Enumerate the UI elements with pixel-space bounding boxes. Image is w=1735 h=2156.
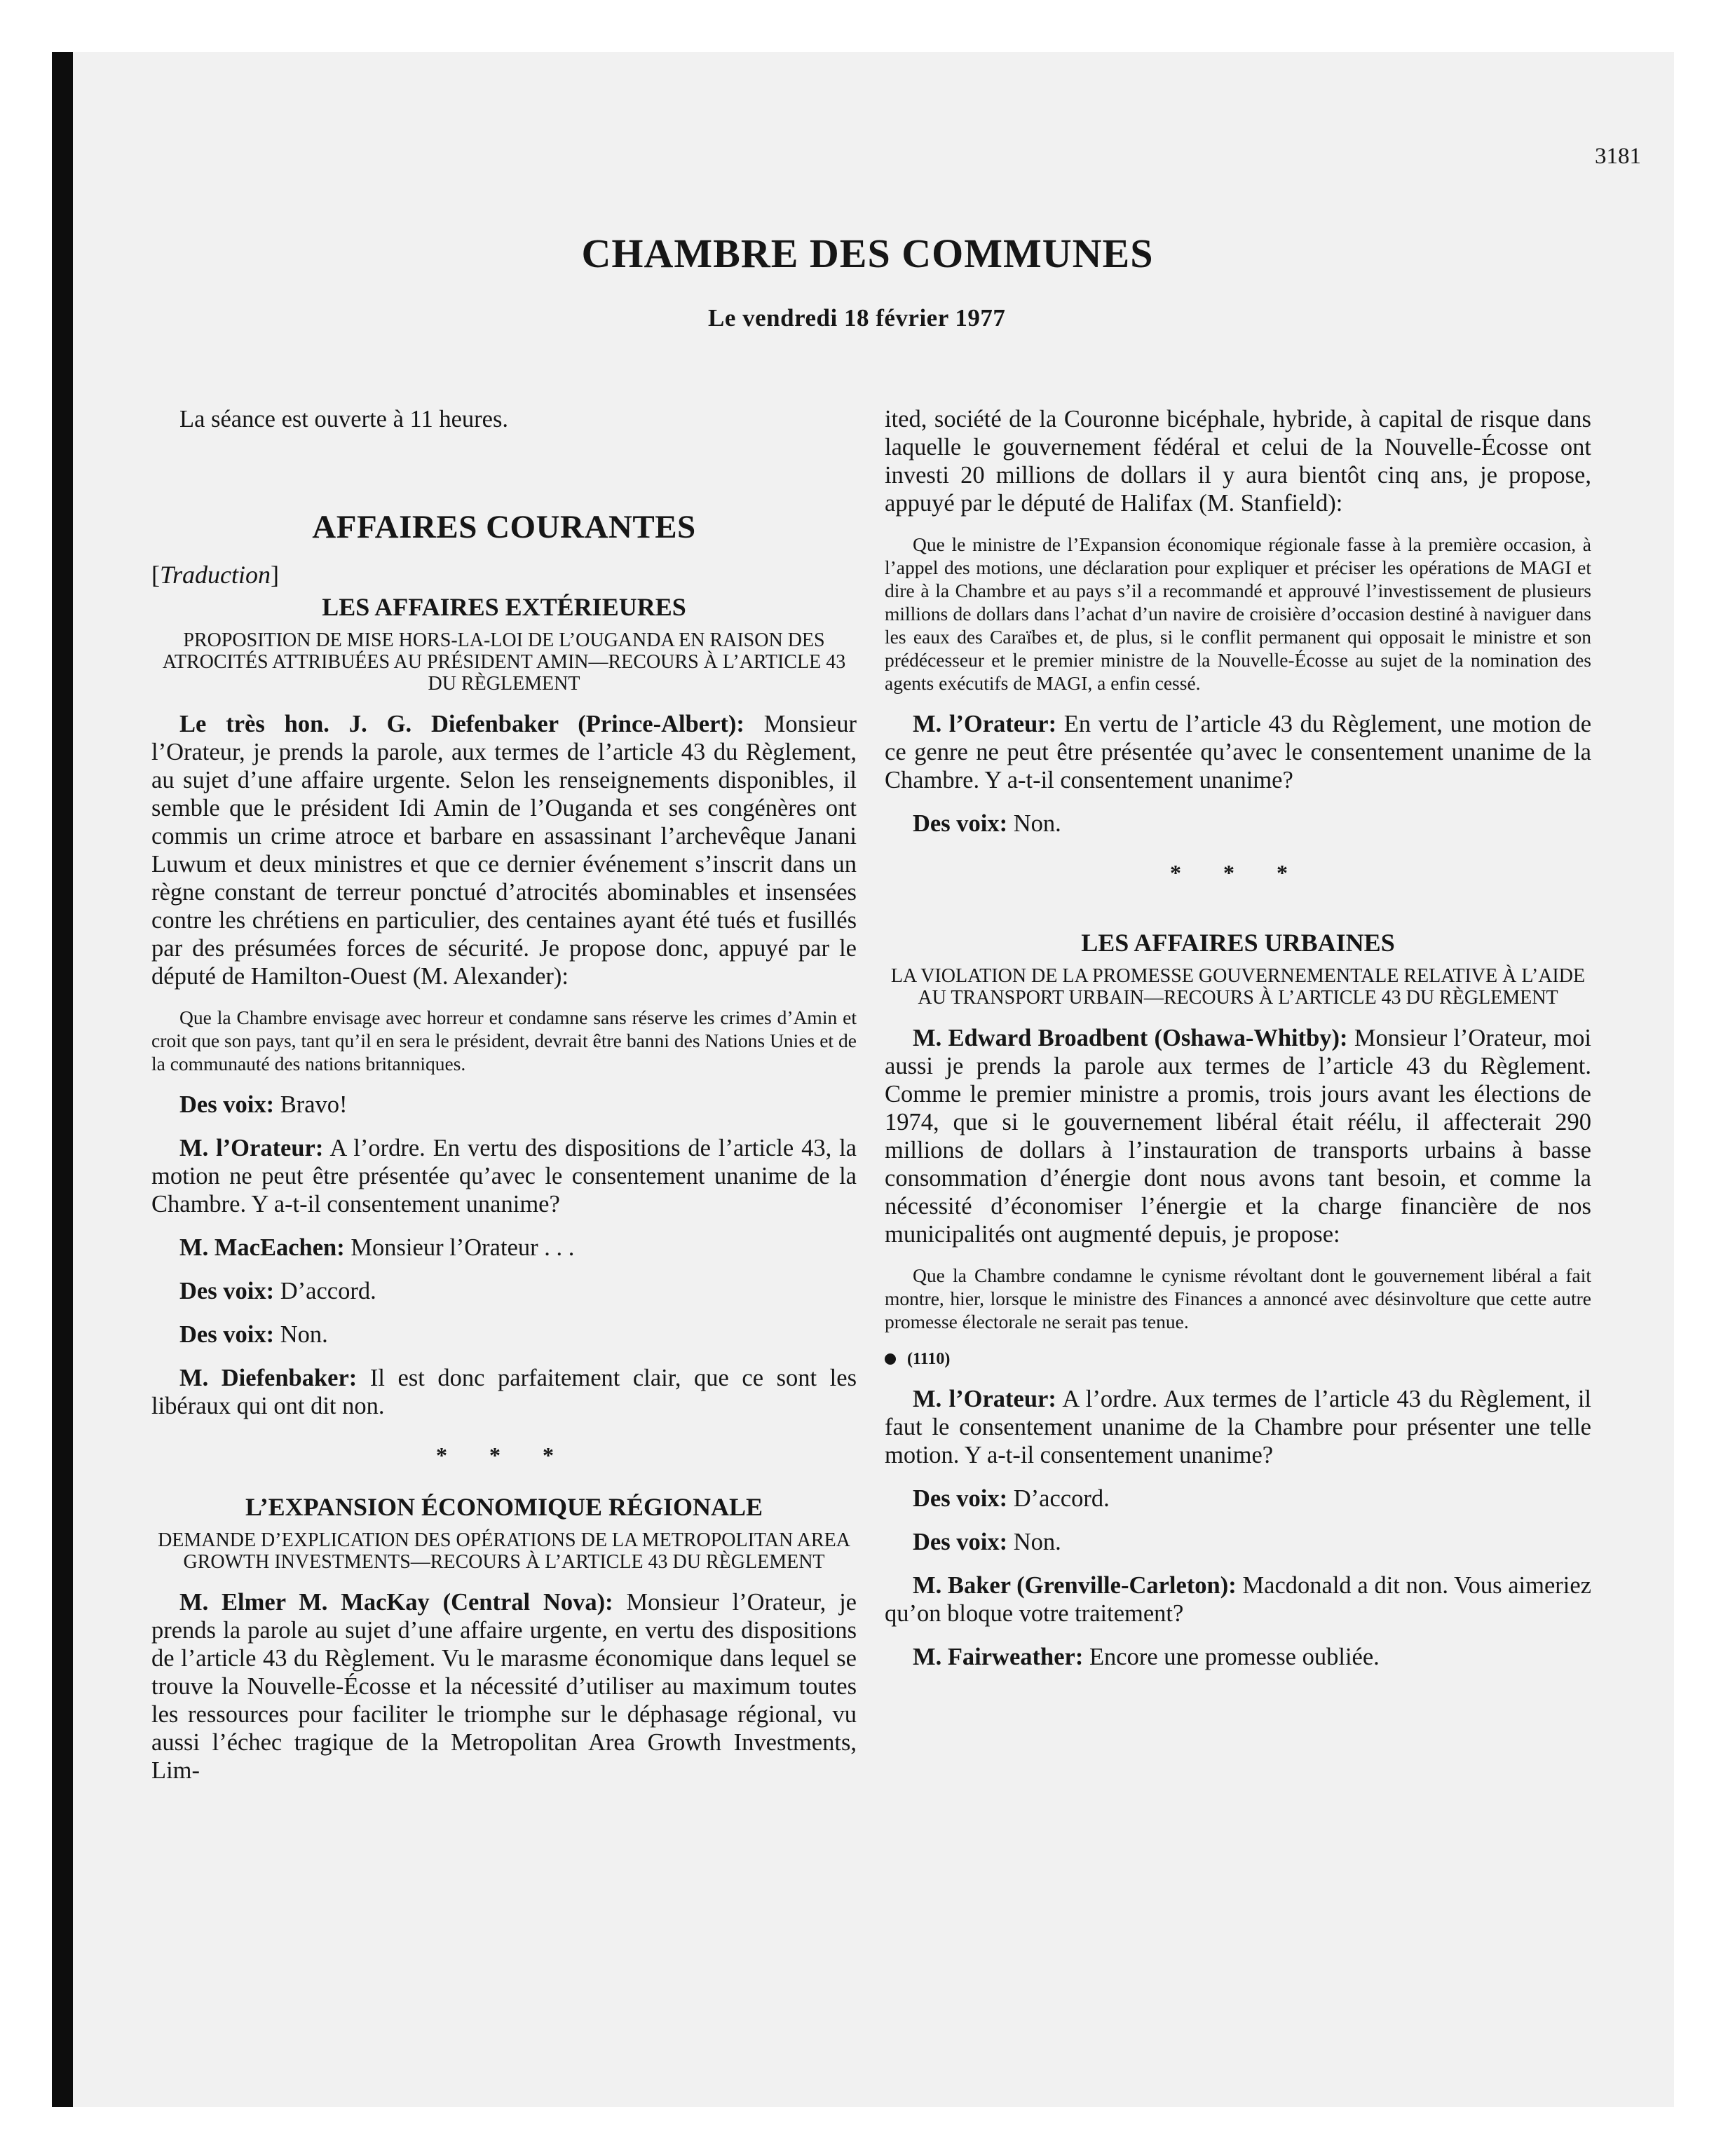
- speech-voices-non: [151, 1321, 857, 1349]
- speaker-name: M. Diefenbaker:: [179, 1365, 358, 1391]
- speaker-name: Des voix:: [913, 1529, 1008, 1555]
- speaker-name: M. Baker (Grenville-Carleton):: [913, 1572, 1237, 1599]
- speaker-name: Des voix:: [179, 1278, 275, 1304]
- right-column: [885, 405, 1591, 1671]
- speech-orateur-1: [151, 1134, 857, 1218]
- speaker-name: M. Edward Broadbent (Oshawa-Whitby):: [913, 1025, 1348, 1051]
- speech-orateur-3: [885, 1385, 1591, 1469]
- speech-text: Il est donc parfaitement clair, que ce sont les libéraux qui ont dit non.: [151, 1365, 857, 1419]
- motion-quote-amin: Que la Chambre envisage avec horreur et condamne sans réserve les crimes d’Amin et croit que son pays, tant qu’il en sera le président, devrait être banni des Nations Unies et de la communauté des nations britanniques.: [151, 1007, 857, 1074]
- speech-orateur-2: [885, 710, 1591, 794]
- sitting-date: Le vendredi 18 février 1977: [708, 304, 1006, 332]
- speech-voices-daccord: [151, 1277, 857, 1305]
- speaker-name: M. l’Orateur:: [179, 1135, 324, 1161]
- speech-mackay-continued: ited, société de la Couronne bicéphale, hybride, à capital de risque dans laquelle le gouvernement fédéral et celui de la Nouvelle-Écosse ont investi 20 millions de dollars il y aura bientôt cinq ans, je propose, appuyé par le député de Halifax (M. Stanfield):: [885, 406, 1591, 517]
- motion-quote-magi: Que le ministre de l’Expansion économique régionale fasse à la première occasion, à l’appel des motions, une déclaration pour expliquer et préciser les opérations de MAGI et dire à la Chambre et au pays s’il a recommandé et approuvé l’investissement de plusieurs millions de dollars dans l’achat d’un navire de croisière d’occasion destiné à naviguer dans les eaux des Caraïbes et, de plus, si le conflit permanent qui opposait le ministre et son prédécesseur et le premier ministre de la Nouvelle-Écosse au sujet de la nomination des agents exécutifs de MAGI, a enfin cessé.: [885, 533, 1591, 694]
- speaker-name: Des voix:: [913, 1485, 1008, 1512]
- speech-text: Bravo!: [280, 1091, 348, 1118]
- subsection-title-expansion-economique: L’EXPANSION ÉCONOMIQUE RÉGIONALE: [245, 1493, 763, 1521]
- speech-text: Monsieur l’Orateur . . .: [351, 1234, 575, 1261]
- speaker-name: Des voix:: [179, 1091, 275, 1118]
- motion-quote-cynisme: Que la Chambre condamne le cynisme révoltant dont le gouvernement libéral a fait montre, hier, lorsque le ministre des Finances a annoncé avec désinvolture que cette autre promesse électorale ne serait pas tenue.: [885, 1264, 1591, 1332]
- page-number: 3181: [1595, 144, 1641, 169]
- subsection-subtitle-ouganda: PROPOSITION DE MISE HORS-LA-LOI DE L’OUGANDA EN RAISON DES ATROCITÉS ATTRIBUÉES AU PRÉSIDENT AMIN—RECOURS À L’ARTICLE 43 DU RÈGLEMENT: [162, 629, 846, 695]
- speaker-name: M. Elmer M. MacKay (Central Nova):: [179, 1589, 613, 1616]
- speech-maceachen: [151, 1234, 857, 1262]
- page-title: CHAMBRE DES COMMUNES: [581, 231, 1154, 276]
- time-marker: [885, 1349, 1591, 1370]
- speech-text: Monsieur l’Orateur, moi aussi je prends la parole aux termes de l’article 43 du Règlement. Comme le premier ministre a promis, trois jours avant les élections de 1974, que si le gouvernement libéral était réélu, il affecterait 290 millions de dollars à l’instauration de transports urbains à basse consommation d’énergie dont nous avons tant besoin, et comme la nécessité d’économiser l’énergie et la charge financière de nos municipalités ont augmenté depuis, je propose:: [885, 1025, 1591, 1248]
- subsection-title-affaires-urbaines: LES AFFAIRES URBAINES: [1081, 929, 1395, 957]
- opening-line: La séance est ouverte à 11 heures.: [179, 406, 509, 432]
- speech-text: D’accord.: [1013, 1485, 1110, 1512]
- bullet-icon: [885, 1353, 896, 1365]
- speech-text: A l’ordre. Aux termes de l’article 43 du Règlement, il faut le consentement unanime de la Chambre pour présenter une telle motion. Y a-t-il consentement unanime?: [885, 1386, 1591, 1468]
- speech-text: Non.: [1013, 1529, 1061, 1555]
- speech-voices-bravo: [151, 1091, 857, 1119]
- speech-text: Encore une promesse oubliée.: [1089, 1644, 1380, 1670]
- speech-voices-daccord-2: [885, 1485, 1591, 1513]
- speaker-name: Des voix:: [913, 810, 1008, 837]
- speech-diefenbaker: [151, 710, 857, 990]
- translation-note-text: Traduction: [160, 561, 271, 589]
- speech-diefenbaker-2: [151, 1364, 857, 1420]
- speech-text: A l’ordre. En vertu des dispositions de l’article 43, la motion ne peut être présentée qu’avec le consentement unanime de la Chambre. Y a-t-il consentement unanime?: [151, 1135, 857, 1217]
- left-column: [151, 405, 857, 1785]
- speech-fairweather: [885, 1643, 1591, 1671]
- translation-note: [Traduction]: [151, 561, 280, 589]
- time-marker-text: (1110): [907, 1350, 951, 1368]
- speech-text: Macdonald a dit non. Vous aimeriez qu’on bloque votre traitement?: [885, 1572, 1591, 1627]
- subsection-title-affaires-exterieures: LES AFFAIRES EXTÉRIEURES: [322, 593, 686, 621]
- speech-text: D’accord.: [280, 1278, 376, 1304]
- subsection-subtitle-magi: DEMANDE D’EXPLICATION DES OPÉRATIONS DE LA METROPOLITAN AREA GROWTH INVESTMENTS—RECOURS À L’ARTICLE 43 DU RÈGLEMENT: [158, 1529, 850, 1573]
- subsection-subtitle-transport-urbain: LA VIOLATION DE LA PROMESSE GOUVERNEMENTALE RELATIVE À L’AIDE AU TRANSPORT URBAIN—RECOURS À L’ARTICLE 43 DU RÈGLEMENT: [890, 965, 1586, 1009]
- speaker-name: M. l’Orateur:: [913, 711, 1057, 737]
- speech-text: Monsieur l’Orateur, je prends la parole au sujet d’une affaire urgente, en vertu des dispositions de l’article 43 du Règlement. Vu le marasme économique dans lequel se trouve la Nouvelle-Écosse et la nécessité d’utiliser au maximum toutes les ressources pour faciliter le triomphe sur le déphasage régional, vu aussi l’échec tragique de la Metropolitan Area Growth Investments, Lim-: [151, 1589, 857, 1784]
- speaker-name: Des voix:: [179, 1321, 275, 1348]
- section-separator-stars: * * *: [436, 1442, 572, 1468]
- speaker-name: M. Fairweather:: [913, 1644, 1084, 1670]
- speech-text: Non.: [1013, 810, 1061, 837]
- speech-text: Non.: [280, 1321, 328, 1348]
- speaker-name: M. l’Orateur:: [913, 1386, 1056, 1412]
- speech-voices-non-3: [885, 1528, 1591, 1556]
- speech-voices-non-2: [885, 810, 1591, 838]
- section-separator-stars: * * *: [1170, 860, 1306, 885]
- section-title-affaires-courantes: AFFAIRES COURANTES: [312, 509, 696, 545]
- speech-baker: [885, 1571, 1591, 1628]
- speaker-name: Le très hon. J. G. Diefenbaker (Prince-Albert):: [179, 711, 744, 737]
- speech-text: En vertu de l’article 43 du Règlement, une motion de ce genre ne peut être présentée qu’avec le consentement unanime de la Chambre. Y a-t-il consentement unanime?: [885, 711, 1592, 793]
- speech-text: Monsieur l’Orateur, je prends la parole, aux termes de l’article 43 du Règlement, au sujet d’une affaire urgente. Selon les renseignements disponibles, il semble que le président Idi Amin de l’Ouganda et ses congénères ont commis un crime atroce et barbare en assassinant l’archevêque Janani Luwum et deux ministres et que ce dernier événement s’inscrit dans un règne constant de terreur ponctué d’atrocités abominables et insensées contre les chrétiens en particulier, des centaines ayant été tués et fusillés par des présumées forces de sécurité. Je propose donc, appuyé par le député de Hamilton-Ouest (M. Alexander):: [151, 711, 857, 990]
- speech-mackay: [151, 1588, 857, 1785]
- scan-edge: [52, 52, 73, 2107]
- speech-broadbent: [885, 1024, 1591, 1248]
- speaker-name: M. MacEachen:: [179, 1234, 345, 1261]
